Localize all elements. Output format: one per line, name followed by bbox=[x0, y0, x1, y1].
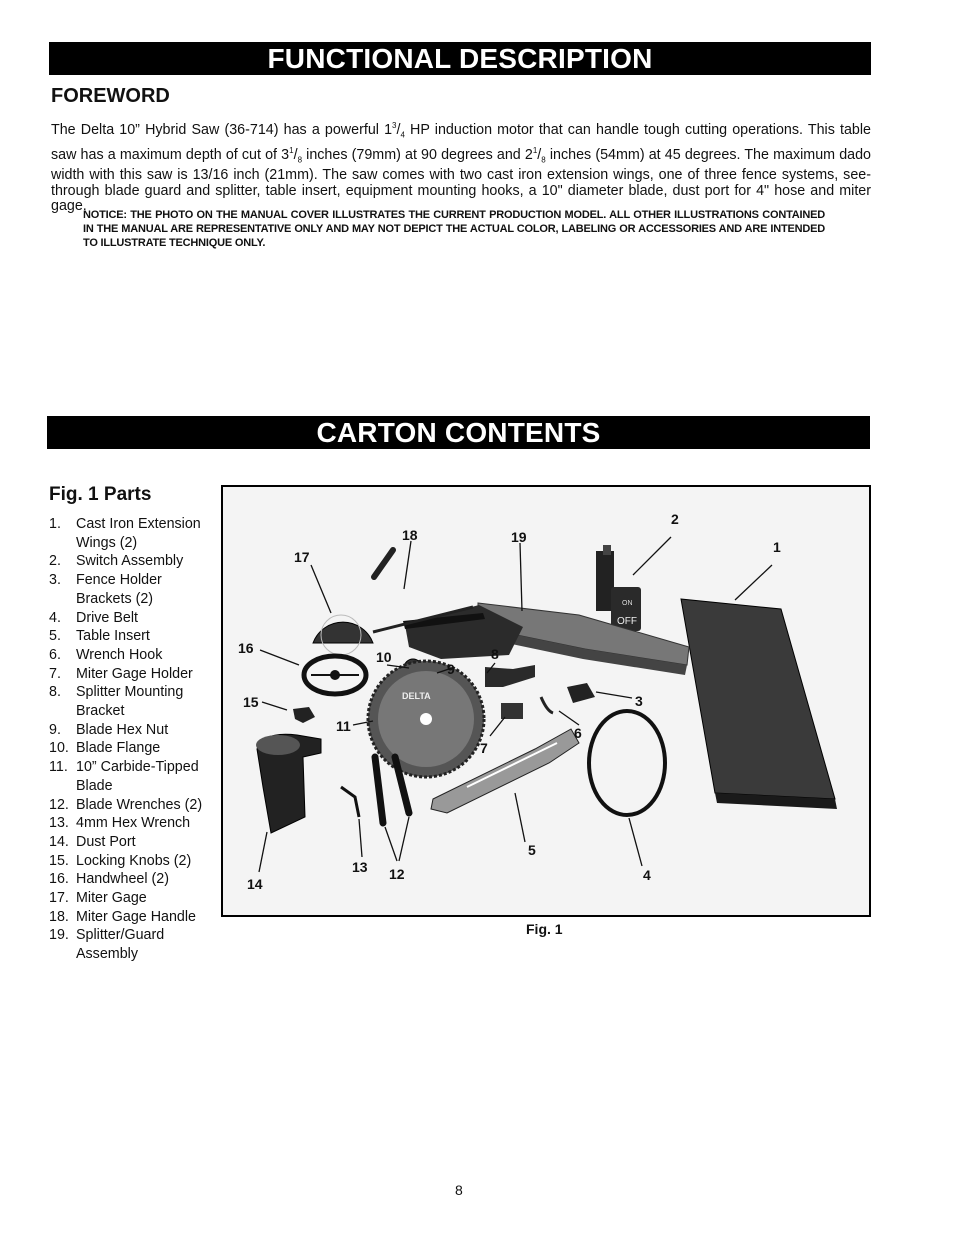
list-item: 13. 4mm Hex Wrench bbox=[49, 815, 191, 832]
svg-text:5: 5 bbox=[528, 842, 536, 858]
svg-text:10: 10 bbox=[376, 649, 392, 665]
parts-illustration bbox=[223, 487, 869, 915]
svg-text:1: 1 bbox=[773, 539, 781, 555]
section-banner-carton-contents bbox=[47, 416, 870, 449]
list-item: 10. Blade Flange bbox=[49, 740, 161, 757]
section-title: FUNCTIONAL DESCRIPTION bbox=[267, 43, 653, 74]
svg-text:6: 6 bbox=[574, 725, 582, 741]
list-item: 18. Miter Gage Handle bbox=[49, 908, 196, 925]
list-item: 17. Miter Gage bbox=[49, 890, 147, 907]
svg-text:15: 15 bbox=[243, 694, 259, 710]
list-item: 1. Cast Iron Extension Wings (2) bbox=[49, 516, 201, 551]
page-number: 8 bbox=[455, 1182, 463, 1198]
svg-text:ON: ON bbox=[622, 600, 633, 607]
list-item: 4. Drive Belt bbox=[49, 609, 138, 626]
svg-text:OFF: OFF bbox=[617, 616, 637, 627]
figure-caption: Fig. 1 bbox=[526, 921, 563, 937]
section-banner-functional-description bbox=[49, 42, 871, 75]
list-item: 5. Table Insert bbox=[49, 628, 150, 645]
svg-text:13: 13 bbox=[352, 859, 368, 875]
list-item: 15. Locking Knobs (2) bbox=[49, 852, 192, 869]
list-item: 6. Wrench Hook bbox=[49, 646, 163, 663]
list-item: 16. Handwheel (2) bbox=[49, 871, 169, 888]
svg-text:2: 2 bbox=[671, 511, 679, 527]
saw-blade-illustration bbox=[368, 661, 484, 777]
list-item: 14. Dust Port bbox=[49, 833, 136, 850]
svg-text:18: 18 bbox=[402, 527, 418, 543]
parts-heading: Fig. 1 Parts bbox=[49, 484, 152, 505]
parts-figure bbox=[221, 485, 871, 917]
svg-text:16: 16 bbox=[238, 640, 254, 656]
svg-text:3: 3 bbox=[635, 693, 643, 709]
svg-text:17: 17 bbox=[294, 549, 310, 565]
svg-text:11: 11 bbox=[336, 718, 351, 734]
svg-text:4: 4 bbox=[643, 867, 651, 883]
section-title: CARTON CONTENTS bbox=[316, 417, 601, 448]
svg-text:7: 7 bbox=[480, 740, 488, 756]
foreword-heading: FOREWORD bbox=[51, 85, 170, 107]
list-item: 3. Fence Holder Brackets (2) bbox=[49, 572, 162, 607]
svg-text:DELTA: DELTA bbox=[402, 691, 431, 701]
svg-text:14: 14 bbox=[247, 876, 263, 892]
notice-text: NOTICE: THE PHOTO ON THE MANUAL COVER ILLUSTRATES THE CURRENT PRODUCTION MODEL. ALL OTHER ILLUSTRATIONS CONTAINED IN THE MANUAL ARE REPRESENTATIVE ONLY AND MAY NOT DEPICT THE ACTUAL COLOR, LABELING OR ACCESSORIES AND ARE INTENDED TO ILLUSTRATE TECHNIQUE ONLY. bbox=[83, 209, 825, 249]
svg-text:12: 12 bbox=[389, 866, 405, 882]
list-item: 12. Blade Wrenches (2) bbox=[49, 796, 203, 813]
foreword-paragraph: The Delta 10” Hybrid Saw (36-714) has a powerful $1^3/_4$ HP induction motor that can handle tough cutting operations. This table saw has a maximum depth of cut of $3^1/_8$ inches (79mm) at 90 degrees and $2^1/_8$ inches (54mm) at 45 degrees. The maximum dado width with this saw is 13/16 inch (21mm). The saw comes with two cast iron extension wings, one of three fence systems, see-through blade guard and splitter, table insert, equipment mounting hooks, a 10" diameter blade, dust port for 4" hose and miter gage. bbox=[51, 121, 871, 215]
list-item: 7. Miter Gage Holder bbox=[49, 665, 193, 682]
svg-text:8: 8 bbox=[491, 646, 499, 662]
list-item: 11. 10” Carbide-Tipped Blade bbox=[49, 759, 199, 794]
parts-list bbox=[49, 515, 219, 964]
miter-gage-holder-illustration bbox=[501, 703, 523, 719]
list-item: 2. Switch Assembly bbox=[49, 553, 184, 570]
svg-text:9: 9 bbox=[447, 661, 455, 677]
list-item: 9. Blade Hex Nut bbox=[49, 721, 169, 738]
list-item: 19. Splitter/Guard Assembly bbox=[49, 927, 165, 963]
svg-text:19: 19 bbox=[511, 529, 527, 545]
list-item: 8. Splitter Mounting Bracket bbox=[49, 684, 184, 720]
